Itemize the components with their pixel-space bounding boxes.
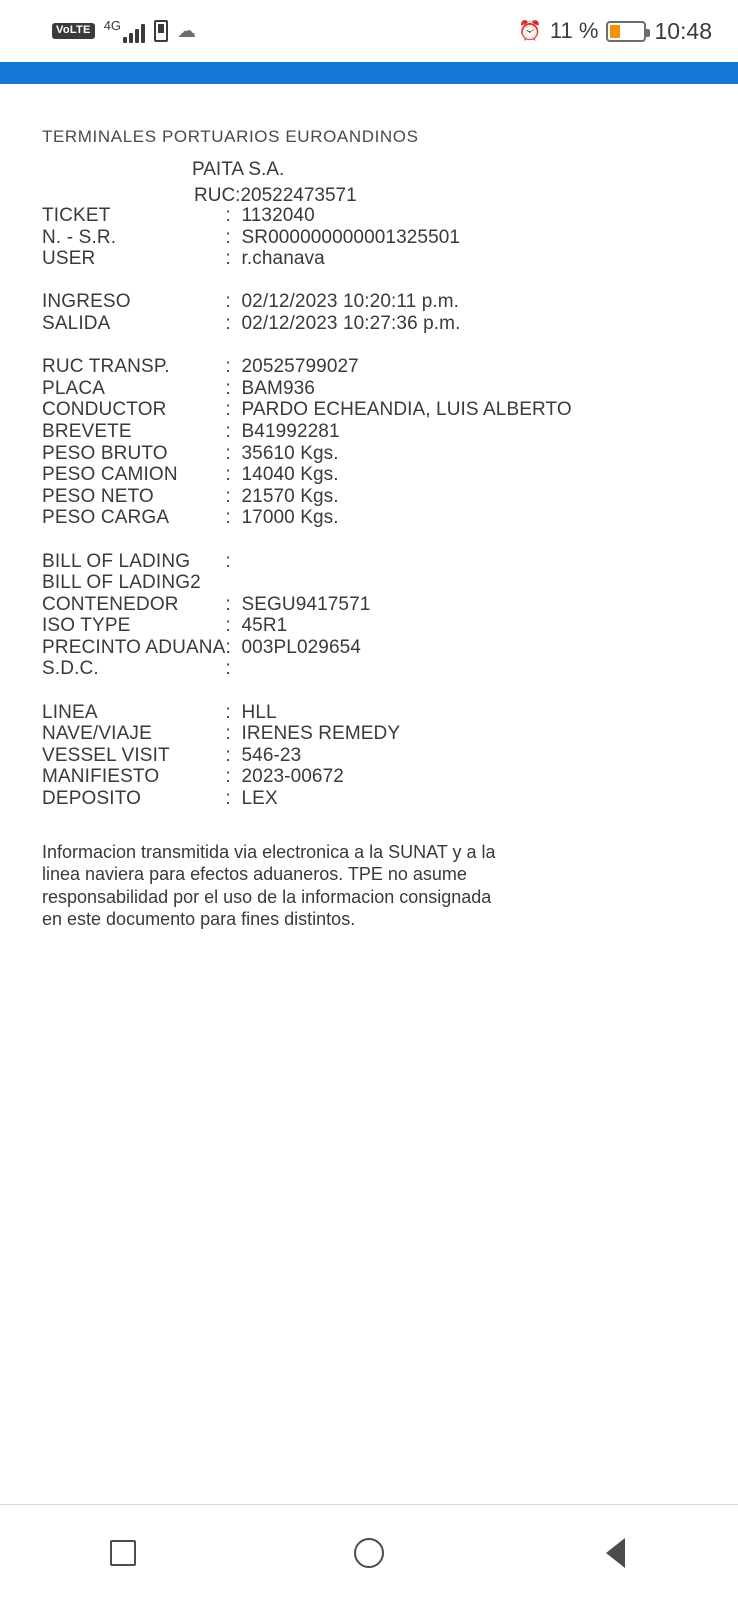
system-navigation-bar	[0, 1504, 738, 1600]
field-value: 21570 Kgs.	[241, 485, 339, 507]
signal-bars-icon	[104, 19, 145, 43]
field-separator: :	[225, 550, 231, 572]
field-separator: :	[225, 723, 231, 745]
ticket-field-row	[42, 443, 572, 465]
field-label: PESO CARGA	[42, 507, 170, 529]
ticket-field-row	[42, 399, 572, 421]
field-label: PESO BRUTO	[42, 442, 168, 464]
field-separator	[226, 572, 242, 594]
triangle-back-icon	[606, 1538, 625, 1568]
field-separator: :	[225, 291, 231, 313]
field-separator: :	[225, 658, 231, 680]
field-value: SR000000000001325501	[241, 226, 461, 248]
ticket-field-row	[42, 291, 572, 313]
field-separator: :	[225, 593, 231, 615]
ticket-field-row	[42, 723, 572, 745]
field-label: PRECINTO ADUANA	[42, 636, 226, 658]
field-value: 003PL029654	[241, 636, 361, 658]
field-label: USER	[42, 248, 96, 270]
field-value: r.chanava	[241, 248, 325, 270]
field-value	[242, 572, 572, 594]
ticket-field-row	[42, 594, 572, 616]
ticket-field-row	[42, 637, 572, 659]
ticket-field-row	[42, 766, 572, 788]
field-separator: :	[225, 464, 231, 486]
field-label: VESSEL VISIT	[42, 744, 170, 766]
field-group-spacer	[42, 680, 572, 702]
field-separator: :	[225, 442, 231, 464]
company-name: PAITA S.A.	[192, 159, 285, 180]
field-label: RUC TRANSP.	[42, 356, 170, 378]
status-bar-right	[518, 18, 712, 45]
ticket-field-row	[42, 378, 572, 400]
field-separator: :	[225, 485, 231, 507]
field-label: CONDUCTOR	[42, 399, 167, 421]
ticket-field-row	[42, 356, 572, 378]
ticket-field-row	[42, 227, 572, 249]
field-label: MANIFIESTO	[42, 766, 160, 788]
ticket-field-row	[42, 313, 572, 335]
signal-strength-bars	[123, 23, 145, 43]
field-label: BILL OF LADING	[42, 550, 191, 572]
circle-home-icon	[354, 1538, 384, 1568]
field-value: HLL	[241, 701, 277, 723]
square-recents-icon	[110, 1540, 136, 1566]
field-group-spacer	[42, 335, 572, 357]
field-separator: :	[225, 507, 231, 529]
battery-low-icon	[606, 21, 646, 42]
ticket-field-row	[42, 464, 572, 486]
field-separator: :	[225, 356, 231, 378]
ticket-field-row	[42, 205, 572, 227]
battery-percent-label: 11 %	[549, 18, 599, 43]
ticket-document	[0, 84, 738, 931]
field-label: PLACA	[42, 377, 106, 399]
field-separator: :	[225, 420, 231, 442]
field-label: BREVETE	[42, 420, 132, 442]
status-bar-left	[52, 19, 196, 43]
field-separator: :	[225, 312, 231, 334]
field-separator: :	[225, 701, 231, 723]
ticket-field-row	[42, 788, 572, 810]
back-button[interactable]	[560, 1523, 670, 1583]
volte-icon: VoLTE	[52, 23, 95, 39]
org-name: TERMINALES PORTUARIOS EUROANDINOS	[42, 127, 419, 146]
ticket-field-row	[42, 421, 572, 443]
field-label: INGRESO	[42, 291, 131, 313]
field-value	[242, 551, 572, 573]
status-bar	[0, 0, 738, 62]
field-separator: :	[225, 636, 231, 658]
ticket-field-row	[42, 507, 572, 529]
field-label: PESO CAMION	[42, 464, 178, 486]
field-label: LINEA	[42, 701, 98, 723]
field-separator: :	[225, 615, 231, 637]
field-label: ISO TYPE	[42, 615, 131, 637]
field-group-spacer	[42, 529, 572, 551]
field-value: 02/12/2023 10:27:36 p.m.	[241, 312, 461, 334]
field-value: 2023-00672	[241, 766, 344, 788]
app-accent-bar	[0, 62, 738, 84]
field-value: PARDO ECHEANDIA, LUIS ALBERTO	[241, 399, 572, 421]
ticket-field-row	[42, 702, 572, 724]
field-label: S.D.C.	[42, 658, 99, 680]
field-value: 20525799027	[241, 356, 359, 378]
ticket-field-row	[42, 572, 572, 594]
ticket-fields-table	[42, 205, 572, 810]
status-clock: 10:48	[654, 17, 712, 44]
home-button[interactable]	[314, 1523, 424, 1583]
ticket-field-row	[42, 658, 572, 680]
ticket-field-row	[42, 745, 572, 767]
field-value: 35610 Kgs.	[241, 442, 339, 464]
field-label: BILL OF LADING2	[42, 572, 201, 594]
legal-note: Informacion transmitida via electronica a la SUNAT y a la linea naviera para efectos aduaneros. TPE no asume responsabilidad por el uso de la informacion consignada en este documento para fines distintos.	[42, 841, 496, 930]
field-separator: :	[225, 205, 231, 226]
field-value: BAM936	[241, 377, 315, 399]
field-separator: :	[225, 377, 231, 399]
ticket-field-row	[42, 248, 572, 270]
cloud-icon: ☁	[177, 20, 197, 42]
field-value: LEX	[241, 788, 278, 810]
field-label: DEPOSITO	[42, 788, 142, 810]
ticket-field-row	[42, 615, 572, 637]
field-value	[242, 658, 572, 680]
ticket-field-row	[42, 551, 572, 573]
network-gen-label: 4G	[103, 18, 122, 33]
field-value: SEGU9417571	[241, 593, 371, 615]
field-label: N. - S.R.	[42, 226, 117, 248]
company-ruc: RUC:20522473571	[194, 185, 357, 206]
field-value: IRENES REMEDY	[241, 723, 401, 745]
field-label: PESO NETO	[42, 485, 154, 507]
field-separator: :	[225, 766, 231, 788]
field-separator: :	[225, 226, 231, 248]
field-value: 1132040	[241, 205, 315, 226]
field-label: SALIDA	[42, 312, 111, 334]
field-separator: :	[225, 248, 231, 270]
sim-card-icon	[154, 20, 168, 42]
field-value: 45R1	[241, 615, 288, 637]
field-label: CONTENEDOR	[42, 593, 179, 615]
field-group-spacer	[42, 270, 572, 292]
field-separator: :	[225, 744, 231, 766]
field-value: B41992281	[241, 420, 340, 442]
field-separator: :	[225, 399, 231, 421]
alarm-clock-icon: ⏰	[518, 20, 542, 42]
field-label: NAVE/VIAJE	[42, 723, 152, 745]
field-label: TICKET	[42, 205, 111, 226]
field-value: 02/12/2023 10:20:11 p.m.	[241, 291, 460, 313]
recents-button[interactable]	[68, 1523, 178, 1583]
field-value: 17000 Kgs.	[241, 507, 339, 529]
field-value: 546-23	[241, 744, 302, 766]
ticket-field-row	[42, 486, 572, 508]
field-separator: :	[225, 788, 231, 810]
field-value: 14040 Kgs.	[241, 464, 339, 486]
